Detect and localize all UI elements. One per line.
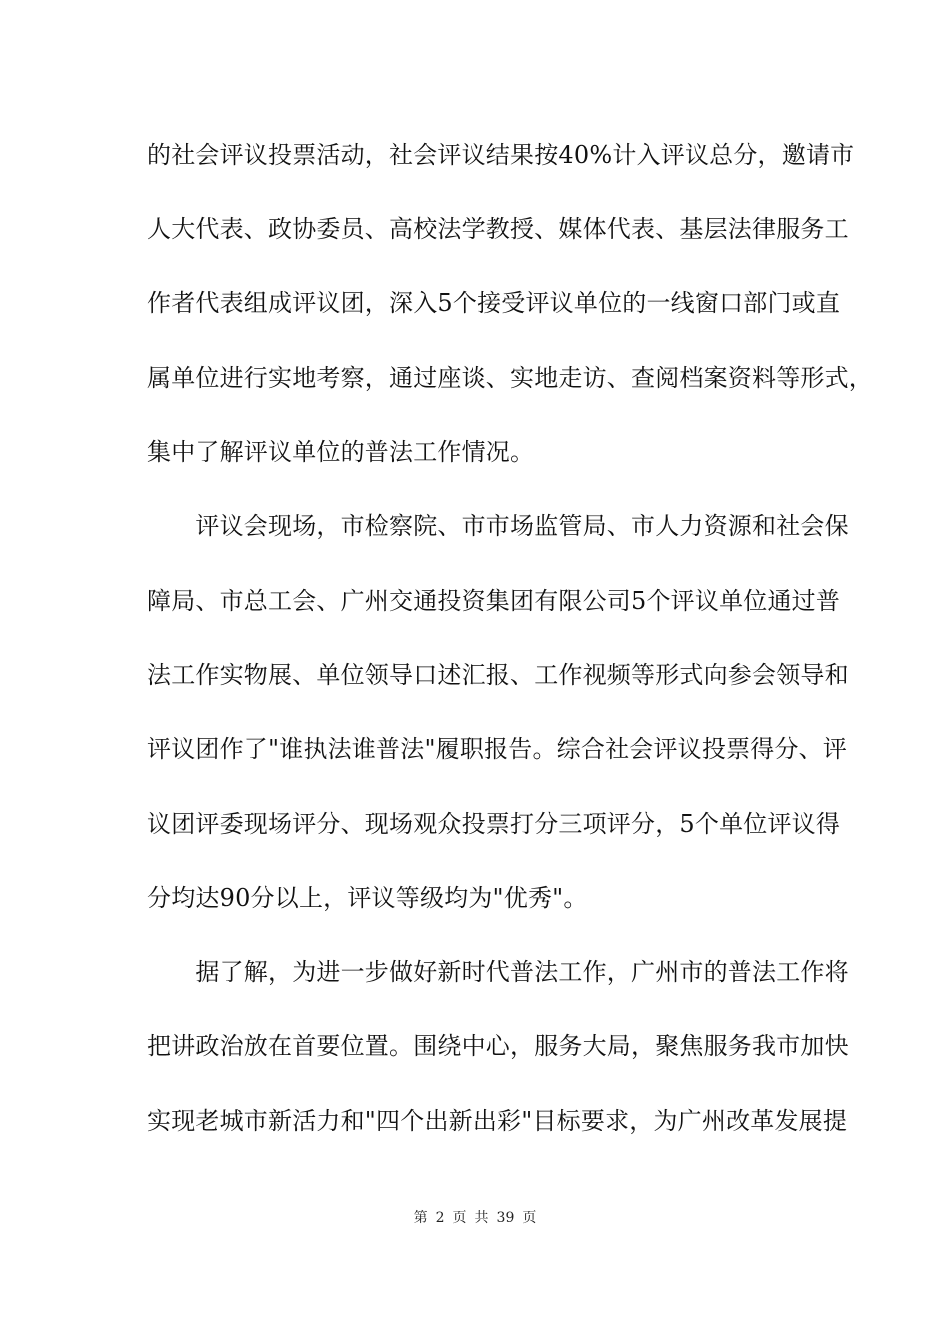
body-line: 评议团作了"谁执法谁普法"履职报告。综合社会评议投票得分、评 [147,735,848,763]
body-line: 障局、市总工会、广州交通投资集团有限公司5个评议单位通过普 [147,587,841,615]
footer-page-number: 2 [435,1210,445,1226]
body-line: 把讲政治放在首要位置。围绕中心，服务大局，聚焦服务我市加快 [147,1032,849,1060]
body-line: 属单位进行实地考察，通过座谈、实地走访、查阅档案资料等形式， [147,364,873,392]
page-footer [0,1208,950,1228]
body-line: 作者代表组成评议团，深入5个接受评议单位的一线窗口部门或直 [147,289,841,317]
body-line: 据了解，为进一步做好新时代普法工作，广州市的普法工作将 [147,958,849,986]
body-line: 法工作实物展、单位领导口述汇报、工作视频等形式向参会领导和 [147,661,849,689]
body-line: 分均达90分以上，评议等级均为"优秀"。 [147,884,588,912]
body-line: 评议会现场，市检察院、市市场监管局、市人力资源和社会保 [147,512,849,540]
body-line: 人大代表、政协委员、高校法学教授、媒体代表、基层法律服务工 [147,215,849,243]
footer-prefix: 第 [413,1210,428,1226]
body-line: 实现老城市新活力和"四个出新出彩"目标要求，为广州改革发展提 [147,1107,848,1135]
footer-total-pages: 39 [496,1210,515,1226]
body-line: 议团评委现场评分、现场观众投票打分三项评分，5个单位评议得 [147,810,841,838]
footer-page-unit: 页 [452,1210,467,1226]
body-line: 集中了解评议单位的普法工作情况。 [147,438,535,466]
footer-total-unit: 页 [522,1210,537,1226]
body-line: 的社会评议投票活动，社会评议结果按40%计入评议总分，邀请市 [147,141,855,169]
footer-total-prefix: 共 [474,1210,489,1226]
